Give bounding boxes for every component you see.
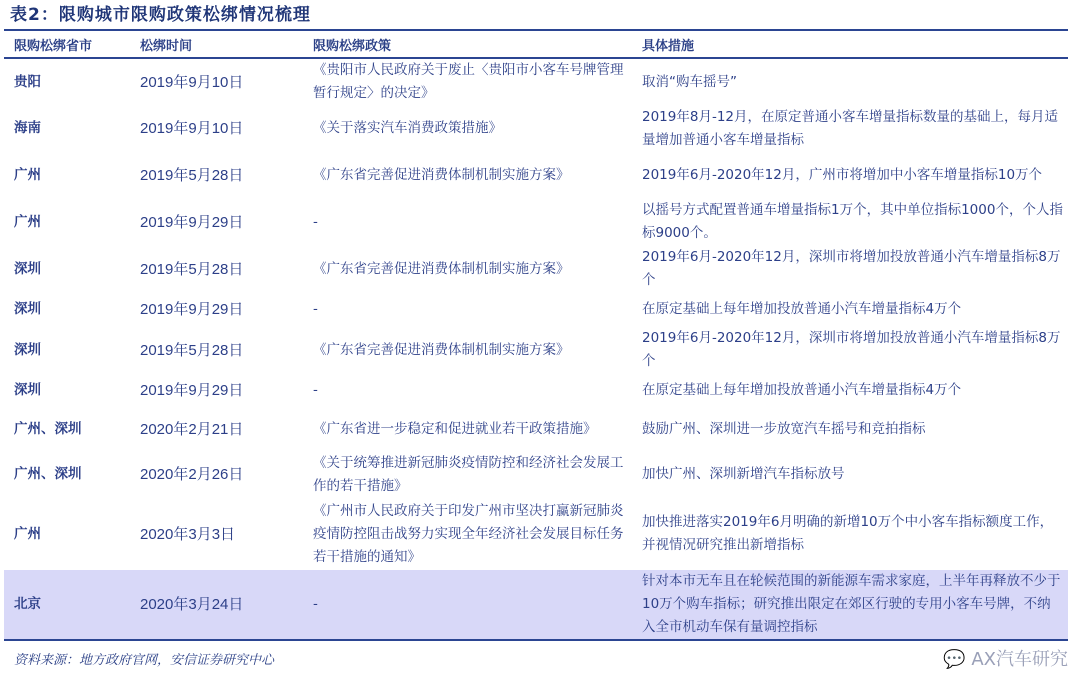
cell-policy: 《贵阳市人民政府关于废止〈贵阳市小客车号牌管理暂行规定〉的决定》: [313, 62, 624, 101]
cell-measure: 以摇号方式配置普通车增量指标1万个，其中单位指标1000个，个人指标9000个。: [642, 202, 1063, 241]
cell-province: 贵阳: [14, 73, 41, 90]
cell-province: 北京: [4, 570, 130, 640]
watermark: [943, 645, 1068, 671]
policy-table: [4, 29, 1068, 641]
cell-policy: 《广东省完善促进消费体制机制实施方案》: [313, 166, 570, 183]
table-row: [4, 451, 1068, 498]
cell-policy: 《关于落实汽车消费政策措施》: [313, 120, 502, 136]
cell-policy: 《广东省进一步稳定和促进就业若干政策措施》: [313, 421, 597, 437]
cell-province: 深圳: [14, 260, 41, 277]
cell-measure: 加快推进落实2019年6月明确的新增10万个中小客车指标额度工作，并视情况研究推出新增指标: [642, 514, 1054, 553]
table-row: [4, 408, 1068, 451]
cell-date: 2020年2月26日: [140, 466, 244, 483]
cell-policy: -: [313, 301, 318, 317]
cell-date: 2019年9月29日: [140, 382, 244, 399]
cell-date: 2019年9月29日: [140, 301, 244, 318]
cell-province: 深圳: [14, 301, 41, 317]
header-province: 限购松绑省市: [4, 30, 130, 58]
cell-policy: -: [313, 382, 318, 398]
table-row: [4, 152, 1068, 198]
cell-measure: 2019年6月-2020年12月，深圳市将增加投放普通小汽车增量指标8万个: [642, 330, 1061, 369]
cell-date: 2020年3月3日: [140, 525, 236, 543]
cell-province: 广州: [14, 166, 41, 183]
cell-measure: 2019年8月-12月，在原定普通小客车增量指标数量的基础上，每月适量增加普通小客车增量指标: [642, 108, 1058, 148]
cell-measure: 针对本市无车且在轮候范围的新能源车需求家庭，上半年再释放不少于10万个购车指标；研究推出限定在郊区行驶的专用小客车号牌，不纳入全市机动车保有量调控指标: [632, 570, 1068, 640]
watermark-text: AX汽车研究: [971, 649, 1068, 670]
table-row: [4, 498, 1068, 570]
cell-policy: 《广州市人民政府关于印发广州市坚决打赢新冠肺炎疫情防控阻击战努力实现全年经济社会发展目标任务若干措施的通知》: [313, 502, 624, 565]
source-note: 资料来源：地方政府官网，安信证券研究中心: [14, 652, 275, 668]
table-row: [4, 105, 1068, 152]
cell-province: 深圳: [14, 382, 41, 398]
table-row: [4, 292, 1068, 327]
cell-measure: 2019年6月-2020年12月，广州市将增加中小客车增量指标10万个: [642, 166, 1043, 183]
cell-date: 2019年9月10日: [140, 73, 244, 91]
table-row: [4, 327, 1068, 373]
cell-measure: 取消“购车摇号”: [642, 73, 737, 90]
table-header-row: [4, 30, 1068, 58]
wechat-icon: 💬: [943, 649, 966, 670]
cell-date: 2019年9月29日: [140, 213, 244, 231]
header-date: 松绑时间: [130, 30, 303, 58]
cell-policy: 《广东省完善促进消费体制机制实施方案》: [313, 260, 570, 277]
cell-date: 2020年3月24日: [130, 570, 303, 640]
cell-province: 广州: [14, 525, 41, 542]
cell-measure: 在原定基础上每年增加投放普通小汽车增量指标4万个: [642, 301, 962, 317]
cell-province: 深圳: [14, 341, 41, 358]
cell-measure: 2019年6月-2020年12月，深圳市将增加投放普通小汽车增量指标8万个: [642, 249, 1061, 288]
header-measure: 具体措施: [632, 30, 1068, 58]
cell-measure: 在原定基础上每年增加投放普通小汽车增量指标4万个: [642, 382, 962, 398]
cell-date: 2019年9月10日: [140, 120, 244, 137]
cell-date: 2019年5月28日: [140, 166, 244, 184]
cell-province: 广州、深圳: [14, 421, 82, 437]
cell-measure: 加快广州、深圳新增汽车指标放号: [642, 466, 845, 482]
cell-policy: 《广东省完善促进消费体制机制实施方案》: [313, 341, 570, 358]
table-title: 表2：限购城市限购政策松绑情况梳理: [10, 5, 311, 25]
footer: [4, 645, 1068, 671]
cell-date: 2020年2月21日: [140, 421, 244, 438]
cell-policy: -: [313, 213, 318, 230]
cell-measure: 鼓励广州、深圳进一步放宽汽车摇号和竞拍指标: [642, 421, 926, 437]
cell-policy: -: [303, 570, 632, 640]
cell-province: 广州、深圳: [14, 466, 82, 482]
table-row: [4, 58, 1068, 105]
cell-policy: 《关于统筹推进新冠肺炎疫情防控和经济社会发展工作的若干措施》: [313, 454, 624, 494]
table-row: [4, 373, 1068, 408]
cell-date: 2019年5月28日: [140, 341, 244, 359]
table-row: [4, 570, 1068, 640]
cell-date: 2019年5月28日: [140, 260, 244, 278]
header-policy: 限购松绑政策: [303, 30, 632, 58]
table-row: [4, 198, 1068, 246]
table-row: [4, 246, 1068, 292]
cell-province: 广州: [14, 213, 41, 230]
cell-province: 海南: [14, 120, 41, 136]
